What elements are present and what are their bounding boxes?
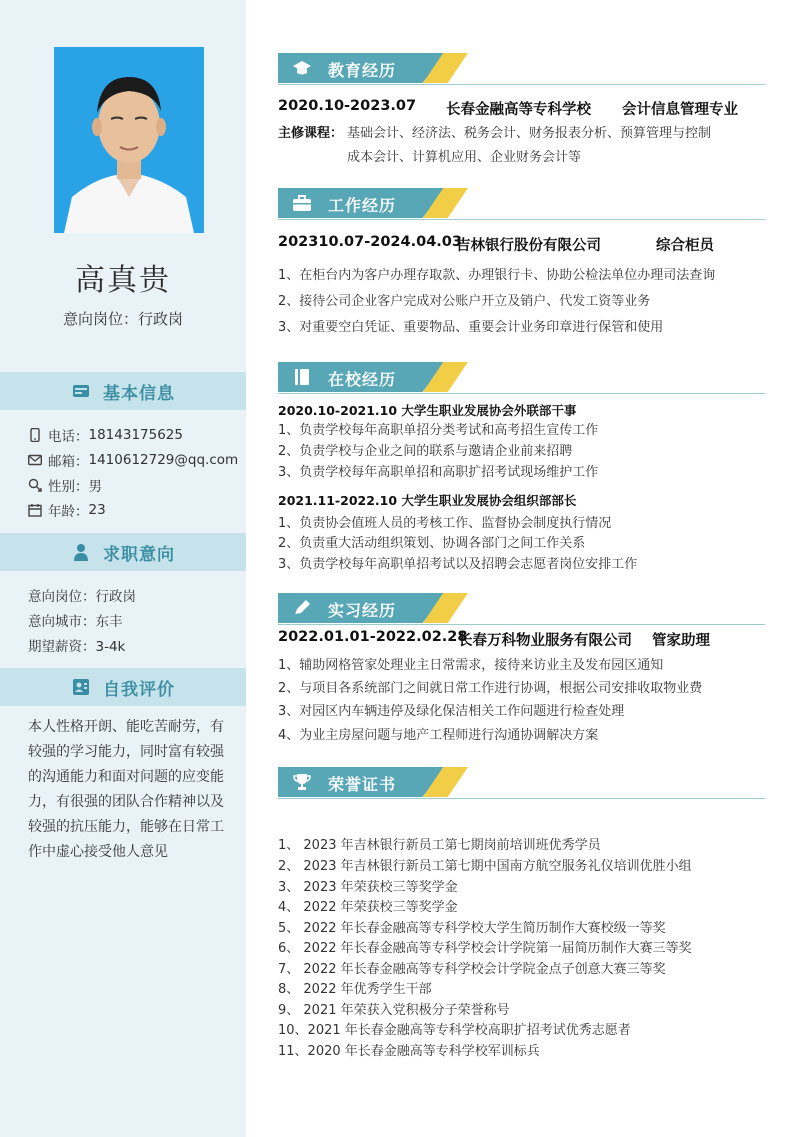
work-section-header (278, 188, 765, 224)
profile-photo (54, 47, 204, 233)
email-row (28, 450, 238, 470)
expected-salary-row: 期望薪资：3-4k (28, 639, 126, 655)
honor-item: 3、 2023 年荣获校三等奖学金 (278, 880, 458, 895)
education-major: 会计信息管理专业 (622, 102, 738, 118)
gender-value: 男 (88, 479, 102, 495)
honor-item: 11、2020 年长春金融高等专科学校军训标兵 (278, 1044, 540, 1059)
calendar-icon (28, 503, 42, 517)
education-section-header (278, 53, 765, 89)
age-row (28, 500, 106, 520)
intent-city-row: 意向城市：东丰 (28, 614, 123, 630)
gender-label: 性别： (48, 479, 89, 495)
honor-item: 2、 2023 年吉林银行新员工第七期中国南方航空服务礼仪培训优胜小组 (278, 859, 692, 874)
work-item: 1、在柜台内为客户办理存取款、办理银行卡、协助公检法单位办理司法查询 (278, 268, 716, 283)
briefcase-icon (292, 193, 312, 213)
profile-card-icon (71, 677, 91, 697)
education-period: 2020.10-2023.07 (278, 98, 417, 114)
education-school: 长春金融高等专科学校 (446, 102, 591, 118)
honor-item: 10、2021 年长春金融高等专科学校高职扩招考试优秀志愿者 (278, 1023, 631, 1038)
work-position: 综合柜员 (656, 238, 714, 254)
internship-section-header (278, 593, 765, 629)
trophy-icon (292, 772, 312, 792)
course-label: 主修课程： (278, 126, 344, 141)
campus-item: 2、负责学校与企业之间的联系与邀请企业前来招聘 (278, 444, 573, 459)
gender-row (28, 475, 102, 495)
work-title: 工作经历 (328, 196, 397, 215)
campus-title: 在校经历 (328, 370, 397, 389)
phone-icon (28, 428, 42, 442)
sidebar (0, 0, 246, 1137)
mail-icon (28, 453, 42, 467)
gender-icon (28, 478, 42, 492)
internship-item: 3、对园区内车辆违停及绿化保洁相关工作问题进行检查处理 (278, 704, 625, 719)
campus-group-heading: 2020.10-2021.10 大学生职业发展协会外联部干事 (278, 403, 577, 418)
phone-value: 18143175625 (88, 427, 183, 443)
campus-item: 3、负责学校每年高职单招和高职扩招考试现场维护工作 (278, 465, 599, 480)
email-label: 邮箱： (48, 454, 89, 470)
campus-section-header (278, 362, 765, 398)
campus-item: 1、负责学校每年高职单招分类考试和高考招生宣传工作 (278, 423, 599, 438)
intent-position-row: 意向岗位：行政岗 (28, 589, 136, 605)
job-intent-header (0, 533, 246, 571)
course-line-2: 成本会计、计算机应用、企业财务会计等 (347, 150, 582, 165)
id-card-icon (71, 381, 91, 401)
self-eval-header (0, 668, 246, 706)
education-main-line (278, 98, 765, 118)
pen-icon (292, 598, 312, 618)
course-line-1: 基础会计、经济法、税务会计、财务报表分析、预算管理与控制 (347, 126, 712, 141)
internship-period: 2022.01.01-2022.02.28 (278, 629, 468, 645)
age-value: 23 (88, 502, 106, 518)
internship-item: 4、为业主房屋问题与地产工程师进行沟通协调解决方案 (278, 728, 599, 743)
internship-main-line (278, 629, 765, 649)
honor-item: 7、 2022 年长春金融高等专科学校会计学院金点子创意大赛三等奖 (278, 962, 666, 977)
honor-item: 4、 2022 年荣获校三等奖学金 (278, 900, 458, 915)
person-icon (71, 542, 91, 562)
campus-group-heading: 2021.11-2022.10 大学生职业发展协会组织部部长 (278, 493, 577, 508)
honor-item: 9、 2021 年荣获入党积极分子荣誉称号 (278, 1003, 510, 1018)
honor-item: 1、 2023 年吉林银行新员工第七期岗前培训班优秀学员 (278, 838, 601, 853)
honor-item: 5、 2022 年长春金融高等专科学校大学生简历制作大赛校级一等奖 (278, 921, 666, 936)
basic-info-title: 基本信息 (103, 383, 175, 404)
basic-info-header (0, 372, 246, 410)
job-intent-title: 求职意向 (103, 544, 175, 565)
email-value: 1410612729@qq.com (88, 452, 239, 468)
internship-company: 长春万科物业服务有限公司 (458, 633, 632, 649)
internship-position: 管家助理 (652, 633, 710, 649)
book-icon (292, 367, 312, 387)
honors-section-header (278, 767, 765, 803)
campus-item: 2、负责重大活动组织策划、协调各部门之间工作关系 (278, 536, 586, 551)
campus-item: 3、负责学校每年高职单招考试以及招聘会志愿者岗位安排工作 (278, 557, 638, 572)
intent-position: 意向岗位：行政岗 (62, 310, 183, 328)
work-company: 吉林银行股份有限公司 (456, 238, 601, 254)
self-eval-title: 自我评价 (103, 679, 175, 700)
honor-item: 6、 2022 年长春金融高等专科学校会计学院第一届简历制作大赛三等奖 (278, 941, 692, 956)
honor-item: 8、 2022 年优秀学生干部 (278, 982, 432, 997)
campus-item: 1、负责协会值班人员的考核工作、监督协会制度执行情况 (278, 516, 612, 531)
honors-title: 荣誉证书 (328, 775, 397, 794)
age-label: 年龄： (48, 504, 89, 520)
education-title: 教育经历 (328, 61, 397, 80)
internship-item: 1、辅助网格管家处理业主日常需求，接待来访业主及发布园区通知 (278, 658, 664, 673)
work-main-line (278, 234, 765, 254)
phone-label: 电话： (48, 429, 89, 445)
self-eval-text: 本人性格开朗、能吃苦耐劳，有较强的学习能力，同时富有较强的沟通能力和面对问题的应变能力，有很强的团队合作精神以及较强的抗压能力，能够在日常工作中虚心接受他人意见 (28, 719, 224, 860)
internship-title: 实习经历 (328, 601, 397, 620)
candidate-name: 高真贵 (75, 263, 171, 298)
work-item: 3、对重要空白凭证、重要物品、重要会计业务印章进行保管和使用 (278, 320, 664, 335)
phone-row (28, 425, 183, 445)
work-item: 2、接待公司企业客户完成对公账户开立及销户、代发工资等业务 (278, 294, 651, 309)
work-period: 202310.07-2024.04.03 (278, 234, 462, 250)
graduation-cap-icon (292, 58, 312, 78)
internship-item: 2、与项目各系统部门之间就日常工作进行协调，根据公司安排收取物业费 (278, 681, 703, 696)
